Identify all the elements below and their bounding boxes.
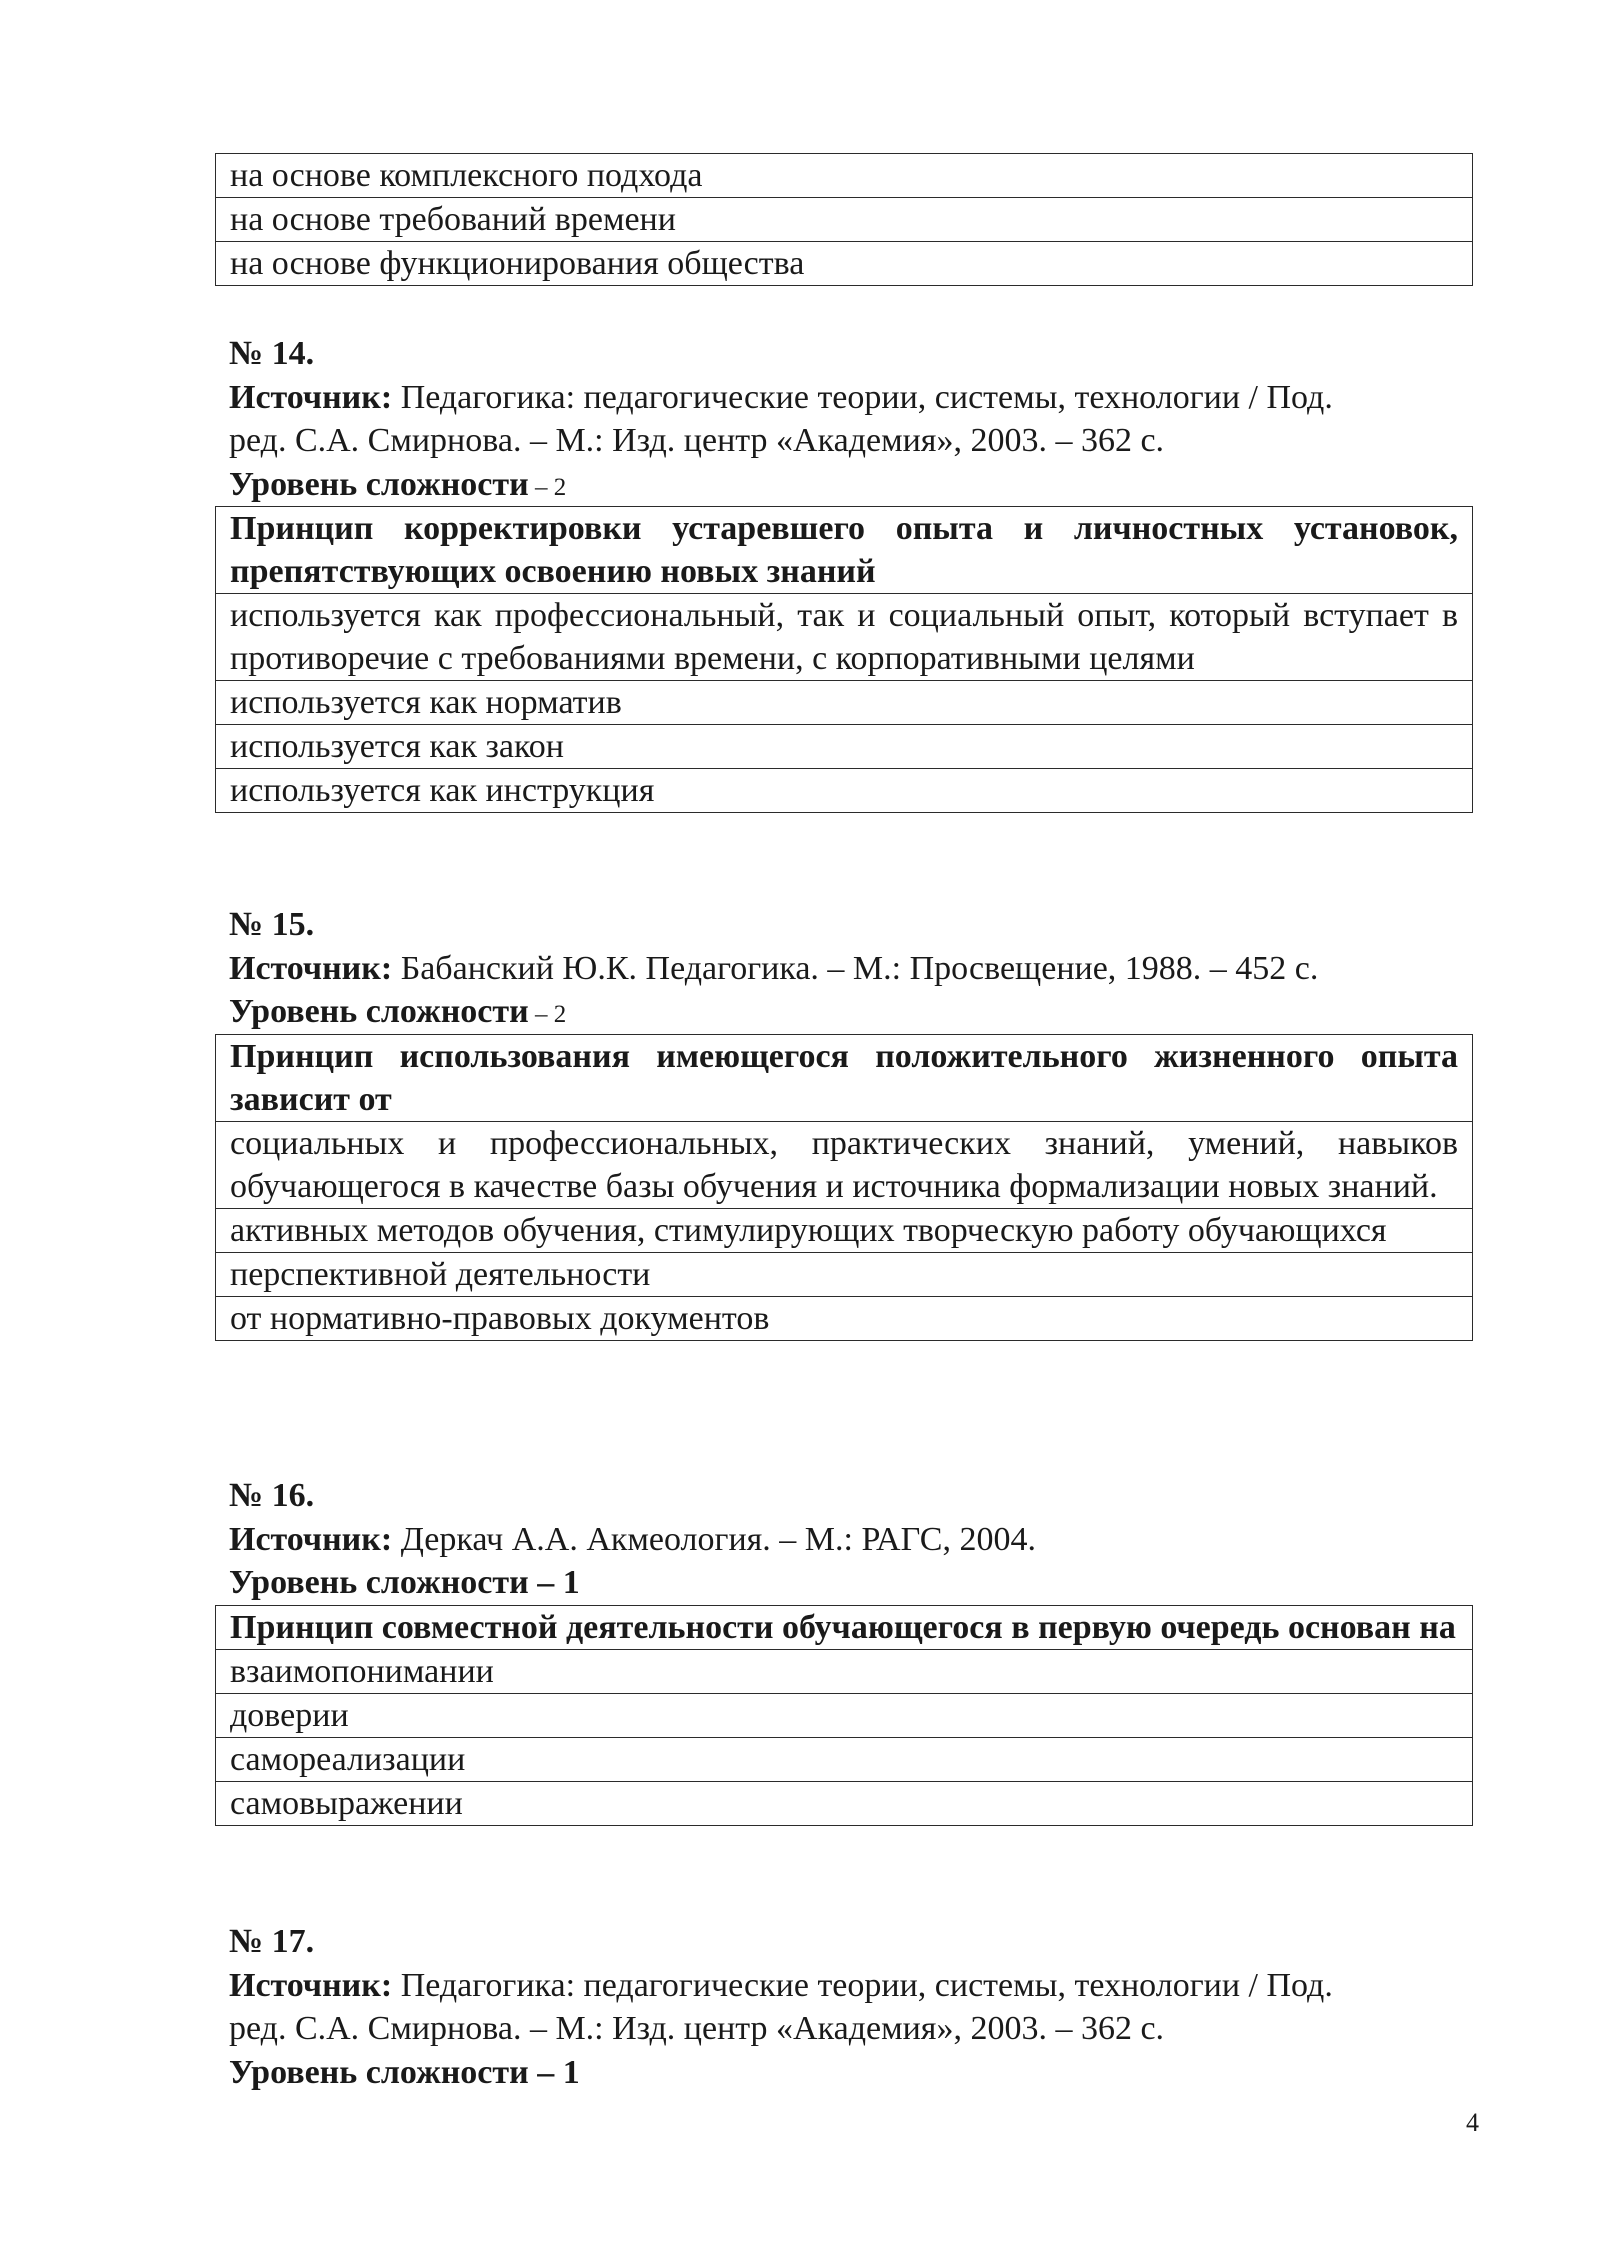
question-number: № 16. — [229, 1477, 315, 1514]
source-text-cont: ред. С.А. Смирнова. – М.: Изд. центр «Академия», 2003. – 362 с. — [229, 2010, 1165, 2047]
source-text: Педагогика: педагогические теории, системы, технологии / Под. — [392, 378, 1333, 416]
difficulty-value: – 2 — [528, 1001, 567, 1028]
question-14-table — [215, 506, 1473, 813]
answer-option: самовыражении — [216, 1782, 1473, 1826]
source-text-cont: ред. С.А. Смирнова. – М.: Изд. центр «Академия», 2003. – 362 с. — [229, 422, 1165, 459]
source-label: Источник: — [229, 378, 393, 416]
answer-option: доверии — [216, 1694, 1473, 1738]
answer-option: от нормативно-правовых документов — [216, 1297, 1473, 1341]
source-text: Педагогика: педагогические теории, системы, технологии / Под. — [392, 1966, 1333, 2004]
answers-table-13 — [215, 153, 1473, 286]
question-number: № 14. — [229, 335, 315, 372]
source-label: Источник: — [229, 1966, 393, 2004]
source-label: Источник: — [229, 949, 393, 987]
question-17-header — [229, 1920, 1459, 2094]
source-text: Деркач А.А. Акмеология. – М.: РАГС, 2004. — [392, 1520, 1036, 1558]
difficulty-value: – 2 — [528, 473, 567, 501]
answer-option: используется как норматив — [216, 681, 1473, 725]
answer-option: используется как инструкция — [216, 769, 1473, 813]
question-text: Принцип корректировки устаревшего опыта и личностных установок, препятствующих освоению новых знаний — [216, 507, 1473, 594]
answer-option: взаимопонимании — [216, 1650, 1473, 1694]
answer-option: на основе требований времени — [216, 198, 1473, 242]
answer-option: самореализации — [216, 1738, 1473, 1782]
difficulty-label: Уровень сложности — [229, 465, 529, 503]
question-number: № 15. — [229, 906, 315, 943]
answer-option: используется как профессиональный, так и социальный опыт, который вступает в противоречие с требованиями времени, с корпоративными целями — [216, 594, 1473, 681]
answer-option: на основе функционирования общества — [216, 242, 1473, 286]
question-15-table — [215, 1034, 1473, 1341]
answer-option: активных методов обучения, стимулирующих творческую работу обучающихся — [216, 1209, 1473, 1253]
question-text: Принцип использования имеющегося положительного жизненного опыта зависит от — [216, 1035, 1473, 1122]
question-16-header — [229, 1474, 1459, 1605]
question-number: № 17. — [229, 1923, 315, 1960]
question-15-header — [229, 903, 1459, 1037]
answer-option: перспективной деятельности — [216, 1253, 1473, 1297]
answer-option: социальных и профессиональных, практических знаний, умений, навыков обучающегося в качестве базы обучения и источника формализации новых знаний. — [216, 1122, 1473, 1209]
page-number: 4 — [1466, 2108, 1479, 2137]
answer-option: на основе комплексного подхода — [216, 154, 1473, 198]
question-14-header — [229, 332, 1459, 509]
answer-option: используется как закон — [216, 725, 1473, 769]
difficulty-label: Уровень сложности – 1 — [229, 2053, 580, 2091]
difficulty-label: Уровень сложности — [229, 993, 529, 1030]
source-text: Бабанский Ю.К. Педагогика. – М.: Просвещение, 1988. – 452 с. — [392, 949, 1319, 987]
source-label: Источник: — [229, 1520, 393, 1558]
question-16-table — [215, 1605, 1473, 1826]
question-text: Принцип совместной деятельности обучающегося в первую очередь основан на — [216, 1606, 1473, 1650]
difficulty-label: Уровень сложности – 1 — [229, 1564, 580, 1601]
